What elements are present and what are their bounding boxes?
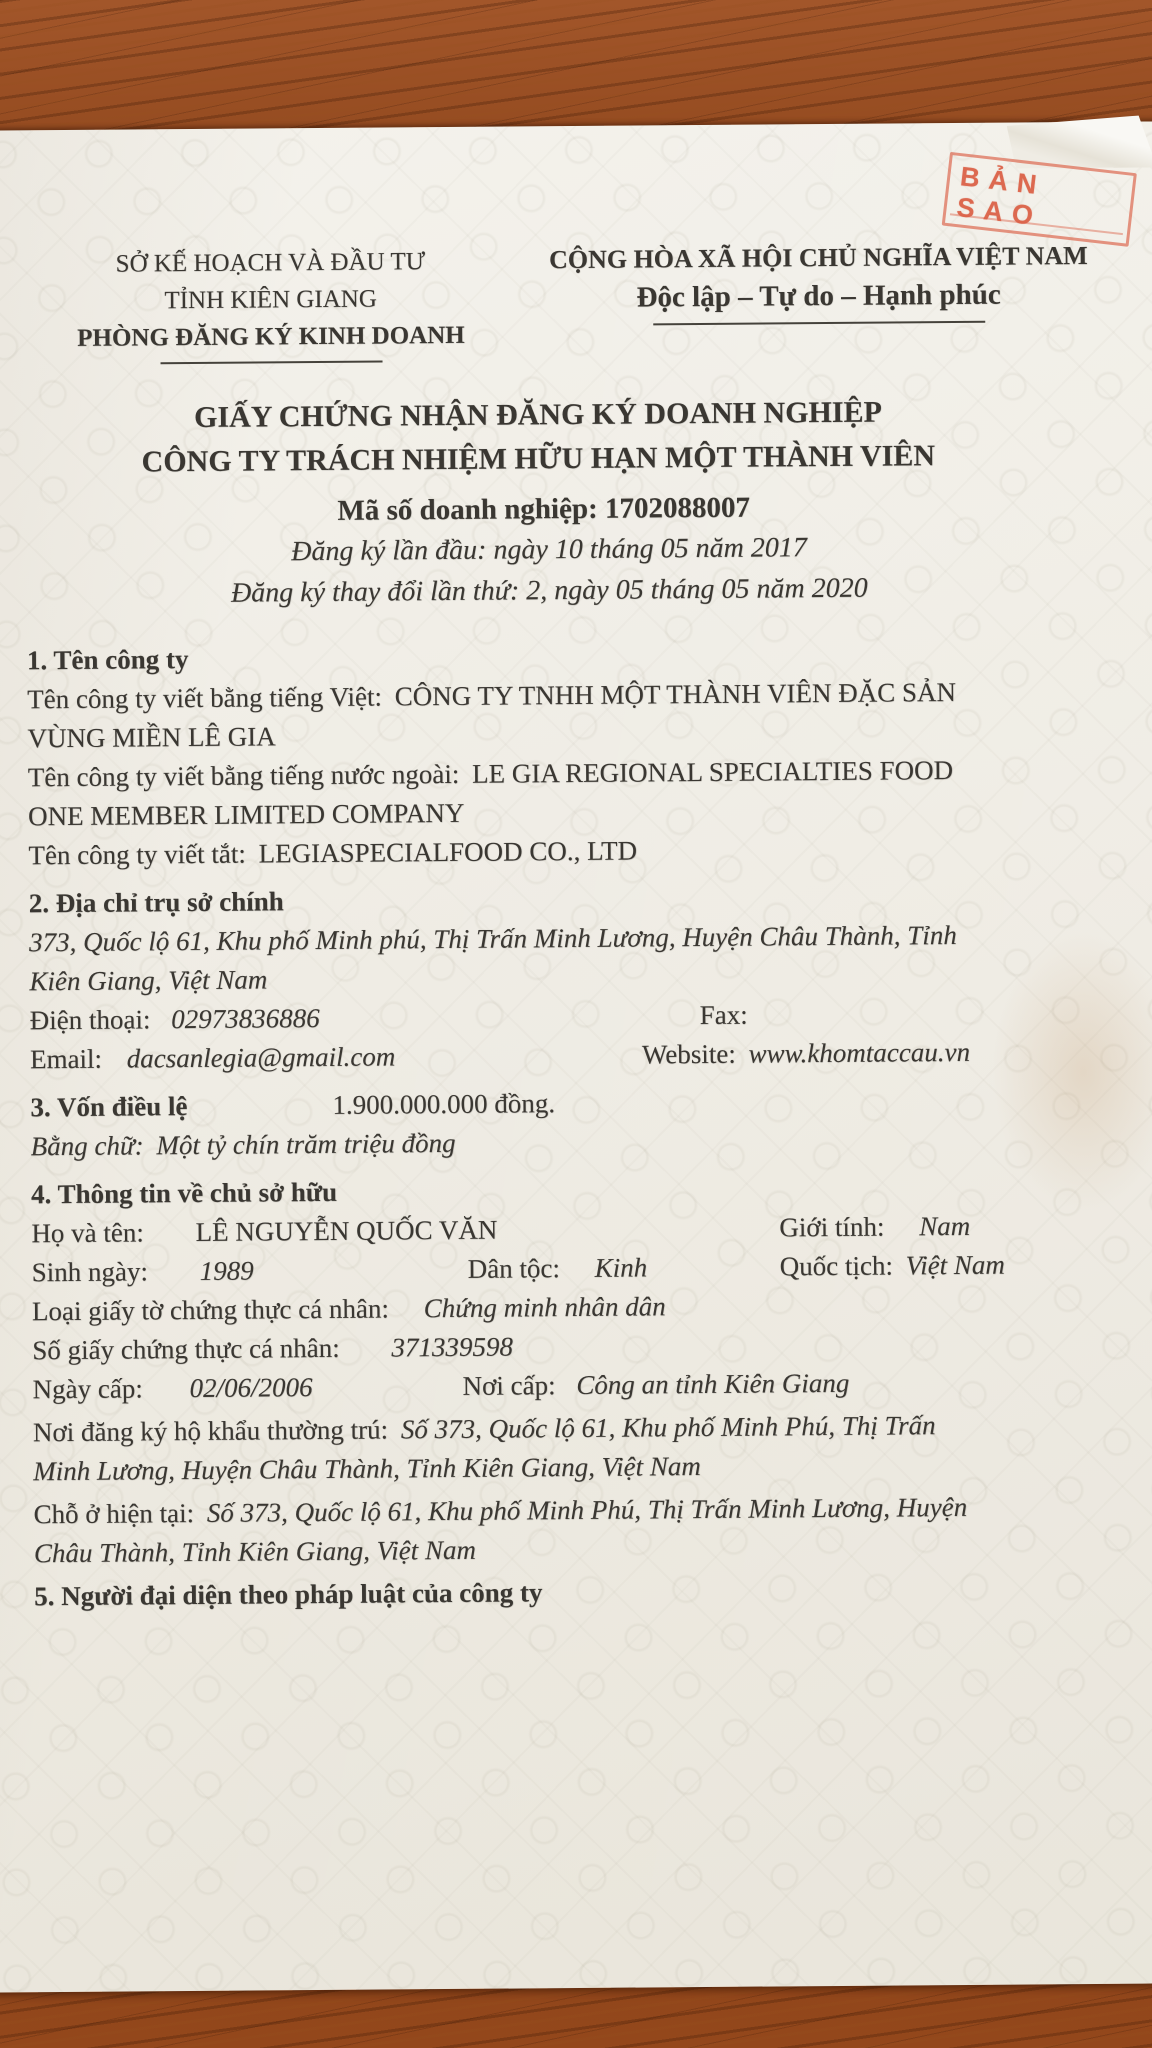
website-label: Website:	[641, 1038, 736, 1070]
certificate-paper	[0, 121, 1152, 1992]
enterprise-code-line: Mã số doanh nghiệp: 1702088007	[337, 491, 751, 527]
address-line-1: 373, Quốc lộ 61, Khu phố Minh phú, Thị Trấn Minh Lương, Huyện Châu Thành, Tỉnh	[28, 920, 957, 958]
certificate-content	[24, 238, 1131, 1617]
company-name-vi-row2: VÙNG MIỀN LÊ GIA	[27, 721, 276, 754]
department-line: SỞ KẾ HOẠCH VÀ ĐẦU TƯ	[115, 248, 426, 278]
company-short-name-label: Tên công ty viết tắt:	[28, 838, 246, 871]
province-line: TỈNH KIÊN GIANG	[164, 285, 377, 315]
gender-pair	[779, 1207, 970, 1247]
website-value: www.khomtaccau.vn	[748, 1036, 971, 1069]
current-address-row2: Châu Thành, Tỉnh Kiên Giang, Việt Nam	[33, 1534, 477, 1569]
nationality-label: Quốc tịch:	[779, 1250, 893, 1282]
change-registration-line: Đăng ký thay đổi lần thứ: 2, ngày 05 tháng 05 năm 2020	[230, 572, 868, 609]
birth-value: 1989	[199, 1255, 254, 1286]
right-header-rule	[653, 321, 985, 326]
issue-place-label: Nơi cấp:	[462, 1370, 556, 1401]
birth-label: Sinh ngày:	[31, 1256, 149, 1288]
capital-words-value: Một tỷ chín trăm triệu đồng	[156, 1127, 456, 1161]
email-website-row	[30, 1032, 1126, 1080]
id-type-value: Chứng minh nhân dân	[423, 1291, 666, 1324]
ethnic-value: Kinh	[594, 1252, 648, 1283]
title-line-1: GIẤY CHỨNG NHẬN ĐĂNG KÝ DOANH NGHIỆP	[193, 395, 882, 434]
gender-value: Nam	[919, 1210, 971, 1242]
section-1-heading: 1. Tên công ty	[26, 644, 189, 676]
email-label: Email:	[29, 1043, 103, 1075]
fax-label: Fax:	[699, 999, 748, 1031]
capital-in-words-row	[31, 1119, 1127, 1167]
current-address-value-line1: Số 373, Quốc lộ 61, Khu phố Minh Phú, Thị Trấn Minh Lương, Huyện	[206, 1491, 968, 1528]
residence-row2: Minh Lương, Huyện Châu Thành, Tỉnh Kiên Giang, Việt Nam	[33, 1451, 701, 1487]
residence-label: Nơi đăng ký hộ khẩu thường trú:	[32, 1414, 389, 1448]
company-short-name-row	[28, 828, 1124, 876]
id-type-label: Loại giấy tờ chứng thực cá nhân:	[31, 1293, 390, 1327]
title-line-2: CÔNG TY TRÁCH NHIỆM HỮU HẠN MỘT THÀNH VIÊN	[141, 439, 936, 479]
section-5-heading: 5. Người đại diện theo pháp luật của công ty	[34, 1577, 543, 1612]
company-name-vi-label: Tên công ty viết bằng tiếng Việt:	[27, 681, 383, 715]
left-header-rule	[160, 361, 382, 365]
email-value: dacsanlegia@gmail.com	[126, 1041, 396, 1074]
office-line: PHÒNG ĐĂNG KÝ KINH DOANH	[77, 321, 465, 352]
issue-row	[32, 1362, 1128, 1410]
section-2-heading: 2. Địa chỉ trụ sở chính	[28, 886, 284, 919]
issue-place-value: Công an tỉnh Kiên Giang	[576, 1367, 850, 1401]
first-registration-line: Đăng ký lần đầu: ngày 10 tháng 05 năm 2017	[291, 532, 807, 568]
address-line-2: Kiên Giang, Việt Nam	[29, 964, 268, 997]
capital-amount: 1.900.000.000 đồng.	[332, 1088, 556, 1120]
nationality-value: Việt Nam	[905, 1249, 1005, 1281]
company-name-vi-value: CÔNG TY TNHH MỘT THÀNH VIÊN ĐẶC SẢN	[394, 677, 957, 712]
nation-line: CỘNG HÒA XÃ HỘI CHỦ NGHĨA VIỆT NAM	[548, 240, 1088, 275]
issue-date-value: 02/06/2006	[189, 1372, 313, 1404]
issue-date-label: Ngày cấp:	[32, 1373, 143, 1405]
gender-label: Giới tính:	[779, 1211, 885, 1243]
capital-words-label: Bằng chữ:	[30, 1130, 144, 1162]
stamp-text: BẢN SAO	[955, 161, 1048, 232]
phone-value: 02973836886	[171, 1003, 320, 1035]
company-name-foreign-row2: ONE MEMBER LIMITED COMPANY	[27, 797, 465, 832]
company-name-foreign-value: LE GIA REGIONAL SPECIALTIES FOOD	[471, 755, 954, 789]
company-name-foreign-label: Tên công ty viết bằng tiếng nước ngoài:	[27, 758, 460, 793]
section-4-heading: 4. Thông tin về chủ sở hữu	[30, 1176, 338, 1210]
national-header-block	[517, 238, 1121, 362]
owner-name-label: Họ và tên:	[31, 1217, 144, 1249]
residence-value-line1: Số 373, Quốc lộ 61, Khu phố Minh Phú, Thị Trấn	[400, 1410, 936, 1445]
certificate-title	[25, 389, 1122, 486]
motto-line: Độc lập – Tự do – Hạnh phúc	[636, 278, 1001, 314]
issue-place-pair	[462, 1364, 849, 1406]
id-number-label: Số giấy chứng thực cá nhân:	[32, 1332, 340, 1366]
ethnic-label: Dân tộc:	[467, 1253, 561, 1284]
document-header	[24, 238, 1121, 366]
issuing-authority-block	[24, 242, 518, 365]
id-number-value: 371339598	[391, 1331, 514, 1363]
ethnic-pair	[468, 1248, 648, 1288]
section-3-heading: 3. Vốn điều lệ	[30, 1091, 188, 1123]
nationality-pair	[780, 1246, 1006, 1287]
website-pair	[642, 1033, 970, 1075]
phone-label: Điện thoại:	[29, 1004, 151, 1036]
current-address-label: Chỗ ở hiện tại:	[33, 1498, 195, 1530]
company-short-name-value: LEGIASPECIALFOOD CO., LTD	[258, 835, 638, 869]
owner-name-value: LÊ NGUYỄN QUỐC VĂN	[195, 1214, 498, 1247]
